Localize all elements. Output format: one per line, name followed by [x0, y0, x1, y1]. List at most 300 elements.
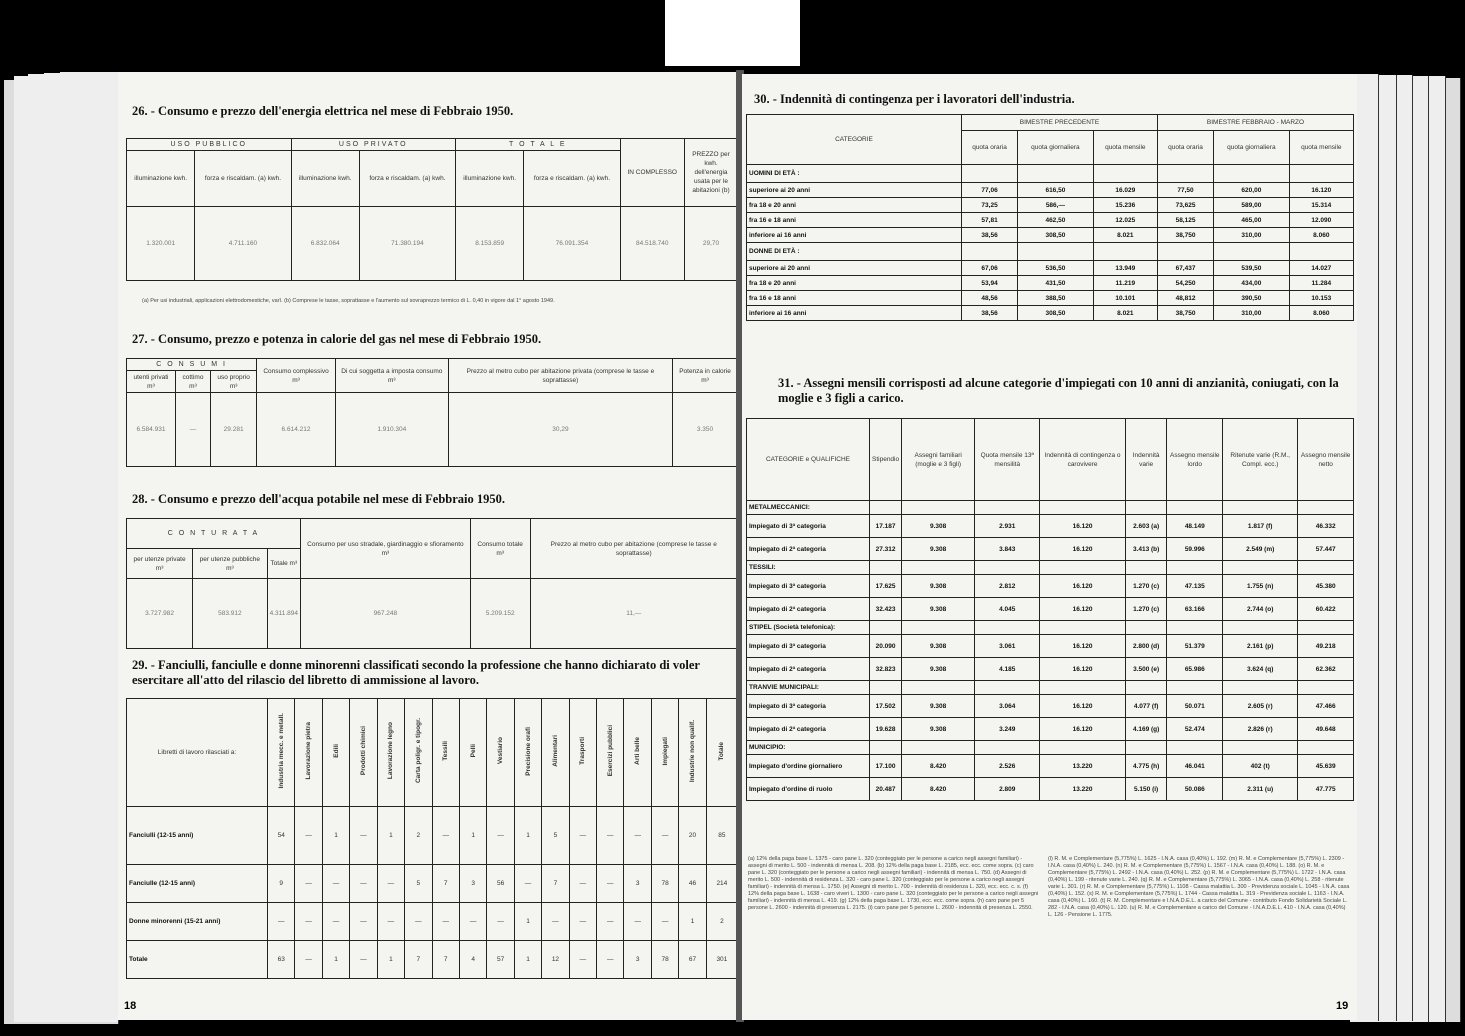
t29-cell: — [350, 903, 377, 941]
t26-notes: (a) Per usi industriali, applicazioni elettrodomestiche, varî. (b) Comprese le tasse, soprattasse e l'aumento sul sovraprezzo termico di L. 0,40 in vigore dal 1° agosto 1949. [142, 298, 555, 304]
t30-cell: 16.120 [1289, 183, 1353, 198]
t31-cell: 16.120 [1040, 598, 1125, 621]
t29-cell: 3 [624, 865, 651, 903]
t31-cell: 2.161 (p) [1223, 635, 1298, 658]
table-row [747, 598, 1354, 621]
t27-group: C O N S U M I [127, 359, 257, 371]
t30-cell: 11.219 [1093, 276, 1157, 291]
t30-empty-cell [1018, 165, 1094, 183]
t31-empty-cell [1298, 681, 1354, 695]
t31-empty-cell [1125, 561, 1167, 575]
table-row [127, 807, 738, 865]
t30-empty-cell [962, 243, 1018, 261]
t31-empty-cell [1125, 621, 1167, 635]
t31-row-label: Impiegato di 2ª categoria [747, 538, 870, 561]
t30-empty-cell [1289, 165, 1353, 183]
t29-cell: — [377, 865, 404, 903]
t30-row-label: fra 18 e 20 anni [747, 198, 962, 213]
t31-empty-cell [1223, 741, 1298, 755]
t27-value: 1.910.304 [335, 393, 448, 467]
table-row [747, 515, 1354, 538]
t30-section-label: UOMINI DI ETÀ : [747, 165, 962, 183]
t29-col-head [624, 699, 651, 807]
t30-cell: 57,81 [962, 213, 1018, 228]
t29-cell: — [487, 807, 514, 865]
t27-head: uso proprio m³ [211, 371, 257, 393]
t26-value: 8.153.859 [456, 207, 524, 281]
t30-cell: 15.236 [1093, 198, 1157, 213]
t29-cell: 1 [322, 807, 349, 865]
t30-cell: 67,437 [1157, 261, 1213, 276]
t31-cell: 17.100 [870, 755, 902, 778]
t27-value: — [175, 393, 210, 467]
t31-empty-cell [902, 501, 975, 515]
t31-cell: 13.220 [1040, 778, 1125, 801]
t28-value: 11,— [530, 579, 738, 649]
t29-col-label: Lavorazione legno [387, 722, 395, 780]
t31-empty-cell [1167, 681, 1223, 695]
table-row [127, 865, 738, 903]
t30-cell: 10.153 [1289, 291, 1353, 306]
t31-empty-cell [870, 741, 902, 755]
table-30-title: 30. - Indennità di contingenza per i lavoratori dell'industria. [754, 92, 1075, 106]
t31-cell: 16.120 [1040, 635, 1125, 658]
t31-head: Stipendio [870, 419, 902, 501]
t27-head: cottimo m³ [175, 371, 210, 393]
table-29-title: 29. - Fanciulli, fanciulle e donne minorenni classificati secondo la professione che hanno dichiarato di voler esercitare all'atto del rilascio del libretto di ammissione al lavoro. [132, 658, 700, 687]
t31-row-label: Impiegato di 2ª categoria [747, 718, 870, 741]
t29-cell: — [295, 807, 322, 865]
t26-subhead: forza e riscaldam. (a) kwh. [195, 151, 291, 207]
t31-cell: 27.312 [870, 538, 902, 561]
table-row [747, 291, 1354, 306]
t31-section-row [747, 741, 1354, 755]
t27-head: Di cui soggetta a imposta consumo m³ [335, 359, 448, 393]
t31-row-label: Impiegato di 3ª categoria [747, 695, 870, 718]
t31-empty-cell [1125, 501, 1167, 515]
t28-head: per utenze private m³ [127, 549, 193, 579]
t26-value: 1.320.001 [127, 207, 195, 281]
t31-row-label: Impiegato di 3ª categoria [747, 635, 870, 658]
t29-col-label: Industrie non qualif. [689, 719, 697, 783]
t31-cell: 1.270 (c) [1125, 598, 1167, 621]
t29-cell: 5 [405, 865, 432, 903]
t31-cell: 47.775 [1298, 778, 1354, 801]
t31-empty-cell [1298, 741, 1354, 755]
t30-subhead: quota giornaliera [1018, 131, 1094, 165]
t29-cell: — [569, 807, 596, 865]
t31-cell: 16.120 [1040, 695, 1125, 718]
t31-cell: 50.071 [1167, 695, 1223, 718]
t28-value: 4.311.894 [267, 579, 300, 649]
t28-value: 5.209.152 [470, 579, 530, 649]
t31-empty-cell [902, 741, 975, 755]
t30-row-label: fra 18 e 20 anni [747, 276, 962, 291]
t30-subhead: quota giornaliera [1214, 131, 1290, 165]
t29-col-head [597, 699, 624, 807]
t31-section-row [747, 561, 1354, 575]
t31-cell: 63.166 [1167, 598, 1223, 621]
page-number-left: 18 [124, 1000, 137, 1012]
t29-col-head [679, 699, 706, 807]
t29-cell: — [514, 865, 541, 903]
t31-row-label: Impiegato di 3ª categoria [747, 515, 870, 538]
t29-col-head [268, 699, 295, 807]
t29-cell: 2 [405, 807, 432, 865]
t31-empty-cell [1167, 741, 1223, 755]
t31-cell: 9.308 [902, 598, 975, 621]
t30-subhead: quota mensile [1093, 131, 1157, 165]
t30-row-label: superiore ai 20 anni [747, 261, 962, 276]
t29-cell: 4 [459, 941, 486, 979]
t29-col-label: Trasporti [579, 737, 587, 765]
t30-cell: 67,06 [962, 261, 1018, 276]
t28-head: Prezzo al metro cubo per abitazione (comprese le tasse e soprattasse) [530, 519, 738, 579]
t29-col-head [542, 699, 569, 807]
t27-value: 29.281 [211, 393, 257, 467]
table-row [747, 198, 1354, 213]
t31-cell: 3.413 (b) [1125, 538, 1167, 561]
t31-empty-cell [1040, 501, 1125, 515]
t31-empty-cell [1040, 561, 1125, 575]
t31-cell: 402 (t) [1223, 755, 1298, 778]
t26-value: 71.380.194 [359, 207, 455, 281]
t29-cell: 3 [624, 941, 651, 979]
t26-group: T O T A L E [456, 139, 621, 151]
t31-empty-cell [870, 501, 902, 515]
t29-col-head [350, 699, 377, 807]
t30-empty-cell [1157, 243, 1213, 261]
t29-row-label: Donne minorenni (15-21 anni) [127, 903, 268, 941]
t31-cell: 8.420 [902, 755, 975, 778]
table-26-title: 26. - Consumo e prezzo dell'energia elettrica nel mese di Febbraio 1950. [132, 104, 514, 118]
scanner-tab [665, 0, 800, 66]
t31-cell: 16.120 [1040, 658, 1125, 681]
t27-head: Consumo complessivo m³ [257, 359, 336, 393]
t30-cell: 539,50 [1214, 261, 1290, 276]
t29-cell: — [432, 903, 459, 941]
t31-cell: 16.120 [1040, 575, 1125, 598]
t29-col-label: Industria mecc. e metall. [277, 713, 285, 789]
t31-empty-cell [1223, 621, 1298, 635]
left-page-edge [96, 72, 119, 1021]
t29-cell: 85 [706, 807, 737, 865]
t26-value: 29,70 [685, 207, 738, 281]
t31-empty-cell [870, 681, 902, 695]
t30-cell: 586,— [1018, 198, 1094, 213]
t31-cell: 47.466 [1298, 695, 1354, 718]
t30-cell: 8.060 [1289, 306, 1353, 321]
t29-cell: — [432, 807, 459, 865]
t31-cell: 3.843 [975, 538, 1040, 561]
t29-cell: 20 [679, 807, 706, 865]
t29-cell: — [350, 941, 377, 979]
t30-cell: 431,50 [1018, 276, 1094, 291]
table-row [747, 778, 1354, 801]
t30-corner: CATEGORIE [747, 115, 962, 165]
t31-empty-cell [1298, 561, 1354, 575]
t31-cell: 3.064 [975, 695, 1040, 718]
t29-cell: — [624, 903, 651, 941]
t31-empty-cell [1298, 621, 1354, 635]
t27-value: 6.584.931 [127, 393, 176, 467]
t26-subhead: forza e riscaldam. (a) kwh. [524, 151, 620, 207]
t29-cell: — [597, 903, 624, 941]
t31-cell: 48.149 [1167, 515, 1223, 538]
t31-section-row [747, 681, 1354, 695]
t31-empty-cell [1223, 501, 1298, 515]
t29-cell: 2 [706, 903, 737, 941]
t31-cell: 4.185 [975, 658, 1040, 681]
t31-cell: 17.187 [870, 515, 902, 538]
t31-cell: 9.308 [902, 635, 975, 658]
table-27 [126, 358, 738, 467]
t31-cell: 32.423 [870, 598, 902, 621]
t26-value: 76.091.354 [524, 207, 620, 281]
t31-empty-cell [1167, 561, 1223, 575]
t31-cell: 9.308 [902, 695, 975, 718]
table-row [747, 228, 1354, 243]
t29-col-label: Carta poligr. e tipogr. [414, 718, 422, 784]
t31-row-label: Impiegato d'ordine di ruolo [747, 778, 870, 801]
t31-cell: 9.308 [902, 658, 975, 681]
t26-subhead: forza e riscaldam. (a) kwh. [359, 151, 455, 207]
t27-value: 6.614.212 [257, 393, 336, 467]
t31-cell: 3.249 [975, 718, 1040, 741]
t30-cell: 48,812 [1157, 291, 1213, 306]
t31-cell: 45.639 [1298, 755, 1354, 778]
t31-cell: 65.986 [1167, 658, 1223, 681]
t31-head: Ritenute varie (R.M., Compl. ecc.) [1223, 419, 1298, 501]
t31-cell: 45.380 [1298, 575, 1354, 598]
table-31-title: 31. - Assegni mensili corrisposti ad alcune categorie d'impiegati con 10 anni di anzianità, coniugati, con la moglie e 3 figli a carico. [778, 376, 1339, 405]
table-row [127, 903, 738, 941]
t31-cell: 16.120 [1040, 515, 1125, 538]
table-26 [126, 138, 738, 281]
t26-group: USO PUBBLICO [127, 139, 292, 151]
t31-cell: 13.220 [1040, 755, 1125, 778]
t30-cell: 38,56 [962, 228, 1018, 243]
t31-empty-cell [1125, 681, 1167, 695]
t31-cell: 9.308 [902, 575, 975, 598]
t29-cell: — [295, 941, 322, 979]
t29-cell: — [295, 865, 322, 903]
t30-empty-cell [1018, 243, 1094, 261]
t31-head: Indennità varie [1125, 419, 1167, 501]
t30-cell: 8.021 [1093, 228, 1157, 243]
t30-row-label: fra 16 e 18 anni [747, 291, 962, 306]
t30-cell: 11.284 [1289, 276, 1353, 291]
t31-empty-cell [975, 561, 1040, 575]
table-row [747, 635, 1354, 658]
t29-col-label: Lavorazione pietra [305, 722, 313, 780]
t30-section-label: DONNE DI ETÀ : [747, 243, 962, 261]
t31-empty-cell [1167, 621, 1223, 635]
t28-head: Consumo per uso stradale, giardinaggio e sfioramento m³ [301, 519, 471, 579]
t31-cell: 9.308 [902, 515, 975, 538]
t30-cell: 38,56 [962, 306, 1018, 321]
t30-empty-cell [1289, 243, 1353, 261]
t31-cell: 16.120 [1040, 538, 1125, 561]
t30-cell: 536,50 [1018, 261, 1094, 276]
table-row [747, 306, 1354, 321]
t31-cell: 2.812 [975, 575, 1040, 598]
t29-col-head [377, 699, 404, 807]
t29-col-label: Esercizi pubblici [606, 725, 614, 777]
t29-cell: — [597, 807, 624, 865]
t29-cell: — [322, 903, 349, 941]
t31-row-label: Impiegato di 2ª categoria [747, 658, 870, 681]
table-29 [126, 698, 738, 979]
t29-cell: — [597, 865, 624, 903]
t31-cell: 9.308 [902, 538, 975, 561]
t31-row-label: Impiegato d'ordine giornaliero [747, 755, 870, 778]
t31-cell: 4.775 (h) [1125, 755, 1167, 778]
t31-cell: 47.135 [1167, 575, 1223, 598]
t29-cell: 12 [542, 941, 569, 979]
t31-section-row [747, 501, 1354, 515]
t31-cell: 20.487 [870, 778, 902, 801]
t29-col-head [569, 699, 596, 807]
t29-cell: — [651, 903, 678, 941]
t30-subhead: quota oraria [962, 131, 1018, 165]
t31-cell: 20.090 [870, 635, 902, 658]
t27-head: Prezzo al metro cubo per abitazione privata (comprese le tasse e soprattasse) [448, 359, 672, 393]
t31-section-label: METALMECCANICI: [747, 501, 870, 515]
t30-cell: 73,25 [962, 198, 1018, 213]
t31-empty-cell [1040, 621, 1125, 635]
t31-cell: 62.362 [1298, 658, 1354, 681]
t31-empty-cell [1125, 741, 1167, 755]
t31-cell: 50.086 [1167, 778, 1223, 801]
t31-head: Indennità di contingenza o carovivere [1040, 419, 1125, 501]
t29-cell: — [569, 865, 596, 903]
t29-cell: — [597, 941, 624, 979]
t29-row-label: Fanciulli (12-15 anni) [127, 807, 268, 865]
t31-head: Assegno mensile netto [1298, 419, 1354, 501]
t27-value: 3.350 [673, 393, 738, 467]
t29-cell: 1 [679, 903, 706, 941]
t29-cell: — [405, 903, 432, 941]
t29-cell: 1 [514, 941, 541, 979]
t31-cell: 2.800 (d) [1125, 635, 1167, 658]
t28-head: per utenze pubbliche m³ [193, 549, 267, 579]
t31-cell: 2.526 [975, 755, 1040, 778]
t29-col-label: Vestiario [497, 737, 505, 765]
table-30 [746, 114, 1354, 321]
t31-empty-cell [1223, 681, 1298, 695]
t31-empty-cell [1298, 501, 1354, 515]
t31-empty-cell [975, 501, 1040, 515]
table-row [747, 695, 1354, 718]
table-28 [126, 518, 738, 649]
t29-col-label: Totale [718, 741, 726, 761]
t30-cell: 58,125 [1157, 213, 1213, 228]
t31-cell: 59.996 [1167, 538, 1223, 561]
left-page [118, 72, 738, 1020]
t31-cell: 51.379 [1167, 635, 1223, 658]
t31-empty-cell [870, 621, 902, 635]
t30-empty-cell [1093, 243, 1157, 261]
t29-cell: — [268, 903, 295, 941]
t29-cell: 1 [377, 807, 404, 865]
t29-col-head [322, 699, 349, 807]
t29-cell: — [459, 903, 486, 941]
t30-cell: 616,50 [1018, 183, 1094, 198]
table-row [747, 213, 1354, 228]
t29-cell: 63 [268, 941, 295, 979]
t31-empty-cell [902, 561, 975, 575]
t31-cell: 3.624 (q) [1223, 658, 1298, 681]
t31-cell: 46.041 [1167, 755, 1223, 778]
t29-col-head [295, 699, 322, 807]
t31-section-label: STIPEL (Società telefonica): [747, 621, 870, 635]
t30-empty-cell [1093, 165, 1157, 183]
t28-value: 3.727.982 [127, 579, 193, 649]
t29-col-head [651, 699, 678, 807]
t29-cell: 78 [651, 865, 678, 903]
t31-cell: 16.120 [1040, 718, 1125, 741]
t31-cell: 2.744 (o) [1223, 598, 1298, 621]
t30-empty-cell [1214, 243, 1290, 261]
t31-cell: 2.605 (r) [1223, 695, 1298, 718]
t30-cell: 10.101 [1093, 291, 1157, 306]
t31-section-label: MUNICIPIO: [747, 741, 870, 755]
t30-cell: 589,00 [1214, 198, 1290, 213]
table-row [747, 718, 1354, 741]
t26-value: 84.518.740 [620, 207, 685, 281]
t30-row-label: inferiore ai 16 anni [747, 228, 962, 243]
t29-col-label: Prodotti chimici [359, 726, 367, 776]
t26-subhead: illuminazione kwh. [291, 151, 359, 207]
t26-group: IN COMPLESSO [620, 139, 685, 207]
t31-empty-cell [975, 681, 1040, 695]
t28-group: C O N T U R A T A [127, 519, 301, 549]
t29-col-label: Arti belle [634, 737, 642, 765]
t29-cell: — [624, 807, 651, 865]
t31-cell: 4.169 (g) [1125, 718, 1167, 741]
table-row [747, 755, 1354, 778]
t31-row-label: Impiegato di 2ª categoria [747, 598, 870, 621]
t28-head: Totale m³ [267, 549, 300, 579]
t30-cell: 14.027 [1289, 261, 1353, 276]
t31-cell: 32.823 [870, 658, 902, 681]
t29-cell: 1 [322, 941, 349, 979]
t27-value: 30,29 [448, 393, 672, 467]
t30-cell: 16.029 [1093, 183, 1157, 198]
t31-cell: 17.625 [870, 575, 902, 598]
t29-cell: 78 [651, 941, 678, 979]
t29-cell: — [651, 807, 678, 865]
t31-empty-cell [975, 621, 1040, 635]
t30-cell: 462,50 [1018, 213, 1094, 228]
t29-cell: 9 [268, 865, 295, 903]
t29-cell: — [487, 903, 514, 941]
t31-cell: 52.474 [1167, 718, 1223, 741]
table-row [747, 658, 1354, 681]
t31-row-label: Impiegato di 3ª categoria [747, 575, 870, 598]
t31-cell: 2.311 (u) [1223, 778, 1298, 801]
t30-cell: 54,250 [1157, 276, 1213, 291]
t30-cell: 38,750 [1157, 228, 1213, 243]
t29-cell: 56 [487, 865, 514, 903]
t28-value: 967.248 [301, 579, 471, 649]
t31-cell: 2.826 (r) [1223, 718, 1298, 741]
t31-section-label: TESSILI: [747, 561, 870, 575]
t30-cell: 310,00 [1214, 228, 1290, 243]
t31-cell: 9.308 [902, 718, 975, 741]
t29-cell: 5 [542, 807, 569, 865]
